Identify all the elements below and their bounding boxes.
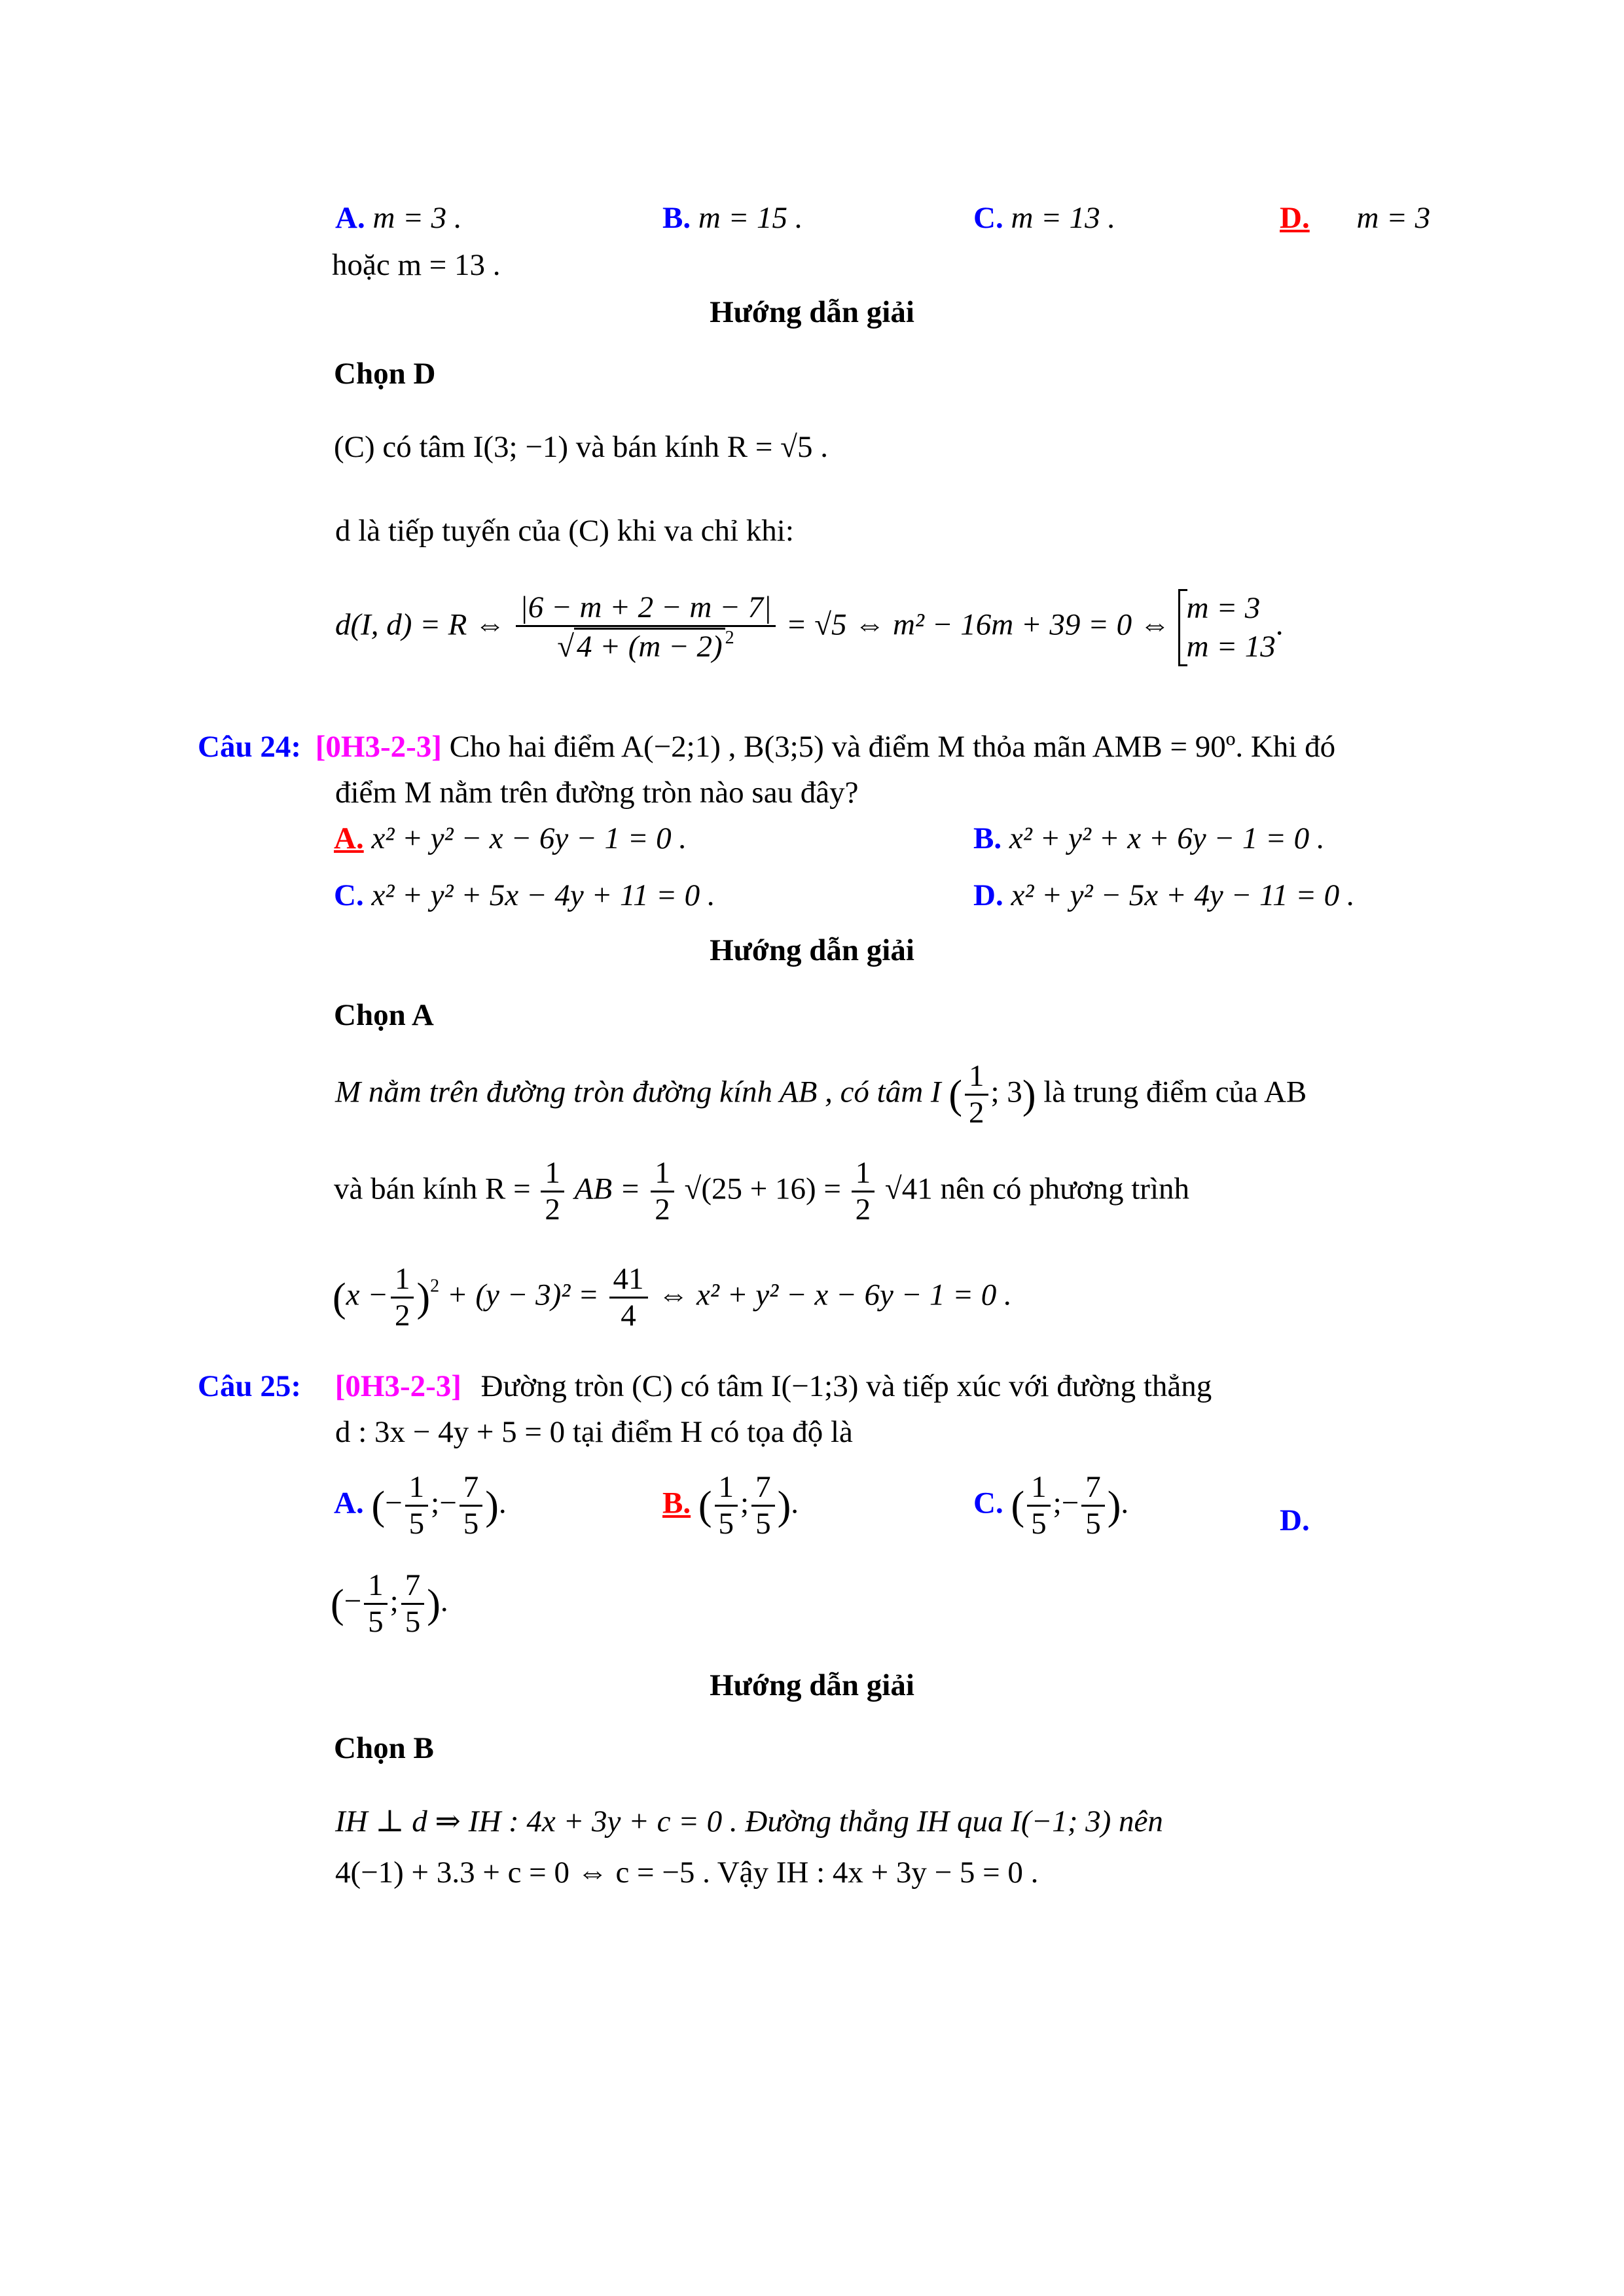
q25-option-a[interactable]: A. (− $\frac{1}{5}$ ;− $\frac{7}{5}$ ). [334,1470,507,1541]
q24-sol1-lparen: ( [948,1072,962,1117]
q25-stem2: d : 3x − 4y + 5 = 0 tại điểm H có tọa độ là [335,1415,853,1449]
q25-option-d-lparen: ( [331,1581,344,1626]
q24-sol3-frac1-num: 1 [391,1263,414,1299]
q23-option-d[interactable] [1280,203,1430,234]
q23-sys-line1: m = 3 [1186,591,1261,625]
q23-option-b-letter: B. [662,201,691,235]
q24-sol-line1 [335,1060,1307,1130]
q25-option-d-frac2 [401,1570,425,1639]
q25-option-c-sign2: − [1061,1486,1079,1520]
q25-option-d-letter: D. [1280,1503,1310,1537]
q25-option-c-frac1-num: 1 [1027,1471,1051,1507]
q25-stem-line1 [198,1371,1212,1402]
q23-option-b-text: m = 15 . [698,201,803,235]
q25-option-b-rparen: ) [777,1483,791,1528]
q24-stem-line1 [198,732,1335,762]
q25-option-c-frac2-num: 7 [1081,1471,1105,1507]
q25-option-c-frac2-den: 5 [1085,1507,1101,1541]
q24-sol2-frac2-den: 2 [655,1193,670,1227]
q23-option-d-text: m = 3 [1356,201,1431,235]
q23-option-b[interactable] [662,203,803,234]
q24-guide-title: Hướng dẫn giải [710,933,914,967]
q24-sol3-a: x − [346,1278,388,1312]
q25-option-c-frac1 [1027,1471,1051,1541]
q25-option-a-sign1: − [385,1486,403,1520]
q24-sol2-e: nên có phương trình [940,1172,1190,1206]
q23-eq-sqrt: √4 + (m − 2) $^2$ [557,628,734,664]
q25-option-c-frac1-den: 5 [1031,1507,1047,1541]
q24-choice: Chọn A [334,998,434,1032]
q25-option-a-letter: A. [334,1486,364,1520]
q24-option-c-letter: C. [334,878,364,912]
q24-option-b[interactable] [973,823,1325,854]
q25-sol1: IH ⊥ d ⇒ IH : 4x + 3y + c = 0 . Đường thẳng IH qua I(−1; 3) nên [335,1804,1163,1839]
q24-option-a-letter: A. [334,821,364,855]
q24-sol1-frac-den: 2 [969,1096,984,1130]
q24-sol2-c: √(25 + 16) = [684,1172,841,1206]
q24-option-d[interactable] [973,880,1355,911]
q25-option-a-rparen: ) [485,1483,499,1528]
q24-sol2-frac3 [852,1157,875,1227]
q25-option-d-frac1 [364,1570,388,1639]
q25-option-a-sign2: − [439,1486,457,1520]
q23-eq-den-wrap [516,627,776,663]
q25-option-b-letter: B. [662,1486,691,1520]
q24-sol3-lparen: ( [333,1275,346,1320]
q23-eq-end: . [1275,607,1284,642]
q25-option-d-rparen: ) [427,1581,441,1626]
q24-sol-line3: (x − $\frac{1}{2}$ )$^2$ + (y − 3)² = $\frac{41}{4}$ ⇔ x² + y² − x − 6y − 1 = 0 . [333,1262,1012,1333]
q25-option-a-frac2 [460,1471,483,1541]
q24-sol1-frac-num: 1 [965,1060,988,1096]
q24-option-b-letter: B. [973,821,1002,855]
q24-sol2-a: và bán kính R = [334,1172,531,1206]
q24-sol2-b: AB = [574,1172,641,1206]
q24-option-a-text: x² + y² − x − 6y − 1 = 0 . [371,821,687,855]
q25-option-d-frac1-num: 1 [364,1570,388,1605]
q23-option-d-cont: hoặc m = 13 . [332,248,501,282]
q24-option-b-text: x² + y² + x + 6y − 1 = 0 . [1009,821,1325,855]
q23-eq-mid: = √5 ⇔ m² − 16m + 39 = 0 ⇔ [785,607,1170,642]
q24-option-d-text: x² + y² − 5x + 4y − 11 = 0 . [1011,878,1355,912]
q25-tag: [0H3-2-3] [334,1369,461,1403]
q24-sol2-d: √41 [884,1172,933,1206]
q25-option-c-letter: C. [973,1486,1003,1520]
q23-choice: Chọn D [334,357,436,391]
q25-option-b-frac2 [751,1471,775,1541]
q25-option-c-lparen: ( [1011,1483,1025,1528]
q23-line2: d là tiếp tuyến của (C) khi va chỉ khi: [335,514,794,548]
q24-sol2-frac1-den: 2 [545,1193,560,1227]
q24-label: Câu 24: [198,730,301,764]
q25-label: Câu 25: [198,1369,301,1403]
q24-tag: [0H3-2-3] [315,730,442,764]
q25-option-b-frac1-num: 1 [715,1471,738,1507]
q24-option-c[interactable] [334,880,715,911]
q24-sol2-frac1 [541,1157,564,1227]
q25-option-b-frac2-num: 7 [751,1471,775,1507]
q24-sol1-a: M nằm trên đường tròn đường kính AB , có tâm I [335,1075,941,1109]
q24-option-a[interactable] [334,823,687,854]
q25-stem1: Đường tròn (C) có tâm I(−1;3) và tiếp xúc với đường thẳng [480,1369,1212,1403]
q25-option-d-frac2-num: 7 [401,1570,425,1605]
q23-sys-line2: m = 13 [1186,629,1276,664]
q25-option-b-lparen: ( [698,1483,712,1528]
q25-sol2: 4(−1) + 3.3 + c = 0 ⇔ c = −5 . Vậy IH : 4x + 3y − 5 = 0 . [335,1856,1039,1890]
q25-option-d-frac1-den: 5 [368,1605,384,1640]
q23-option-c-letter: C. [973,201,1003,235]
q24-sol3-frac2-num: 41 [609,1263,648,1299]
q25-option-a-frac1 [405,1471,429,1541]
q24-sol3-frac2 [609,1263,648,1333]
q23-eq-den: 4 + (m − 2) [574,628,725,664]
q23-option-a-text: m = 3 . [372,201,462,235]
q25-option-c-rparen: ) [1107,1483,1121,1528]
q25-option-d-frac2-den: 5 [405,1605,421,1640]
q24-sol1-b: ; 3 [990,1075,1022,1109]
q24-sol3-frac1 [391,1263,414,1333]
q23-guide-title: Hướng dẫn giải [710,295,914,329]
q23-tangent-equation [335,589,1284,666]
q23-option-d-letter: D. [1280,201,1310,235]
q24-sol2-frac2-num: 1 [651,1157,674,1193]
q24-sol3-rparen: ) [416,1275,431,1320]
q24-sol1-frac [965,1060,988,1130]
q25-option-a-frac2-den: 5 [463,1507,479,1541]
q24-sol2-frac3-den: 2 [855,1193,871,1227]
q23-line1: (C) có tâm I(3; −1) và bán kính R = √5 . [334,430,828,464]
q25-option-d[interactable]: (− $\frac{1}{5}$ ; $\frac{7}{5}$ ). [331,1568,448,1640]
q25-option-b-frac1 [715,1471,738,1541]
q25-option-b-frac2-den: 5 [755,1507,771,1541]
q24-sol1-rparen: ) [1022,1072,1036,1117]
q24-sol3-b: + (y − 3)² = [446,1278,599,1312]
q24-sol-line2 [334,1157,1189,1227]
q25-option-c[interactable]: C. ( $\frac{1}{5}$ ;− $\frac{7}{5}$ ). [973,1470,1129,1541]
q23-eq-num: |6 − m + 2 − m − 7| [516,592,776,627]
q23-eq-fraction [516,592,776,664]
q23-eq-lhs: d(I, d) = R ⇔ [335,607,506,642]
q24-sol1-c: là trung điểm của AB [1043,1075,1307,1109]
q24-sol2-frac3-num: 1 [852,1157,875,1193]
q25-option-d-letter-wrap[interactable] [1280,1505,1310,1536]
q25-option-c-frac2 [1081,1471,1105,1541]
q23-eq-system [1178,589,1276,666]
q24-stem2: điểm M nằm trên đường tròn nào sau đây? [335,776,859,810]
q23-option-c-text: m = 13 . [1011,201,1116,235]
q24-sol2-frac2 [651,1157,674,1227]
q25-option-a-frac2-num: 7 [460,1471,483,1507]
q24-stem1: Cho hai điểm A(−2;1) , B(3;5) và điểm M thỏa mãn AMB = 90º. Khi đó [449,730,1336,764]
q25-option-a-lparen: ( [371,1483,386,1528]
q25-option-b[interactable]: B. ( $\frac{1}{5}$ ; $\frac{7}{5}$ ). [662,1470,799,1541]
q25-option-d-sign1: − [344,1584,362,1619]
q23-option-a[interactable] [335,203,462,234]
q24-sol2-frac1-num: 1 [541,1157,564,1193]
q25-choice: Chọn B [334,1731,434,1765]
q25-option-b-frac1-den: 5 [718,1507,734,1541]
q25-option-a-frac1-num: 1 [405,1471,429,1507]
q23-option-c[interactable] [973,203,1115,234]
q24-option-d-letter: D. [973,878,1003,912]
q24-option-c-text: x² + y² + 5x − 4y + 11 = 0 . [371,878,715,912]
q25-guide-title: Hướng dẫn giải [710,1668,914,1702]
q25-option-a-frac1-den: 5 [408,1507,425,1541]
q23-option-a-letter: A. [335,201,365,235]
q24-sol3-frac2-den: 4 [621,1299,636,1333]
q24-sol3-c: ⇔ x² + y² − x − 6y − 1 = 0 . [658,1278,1012,1312]
q24-sol3-frac1-den: 2 [394,1299,410,1333]
